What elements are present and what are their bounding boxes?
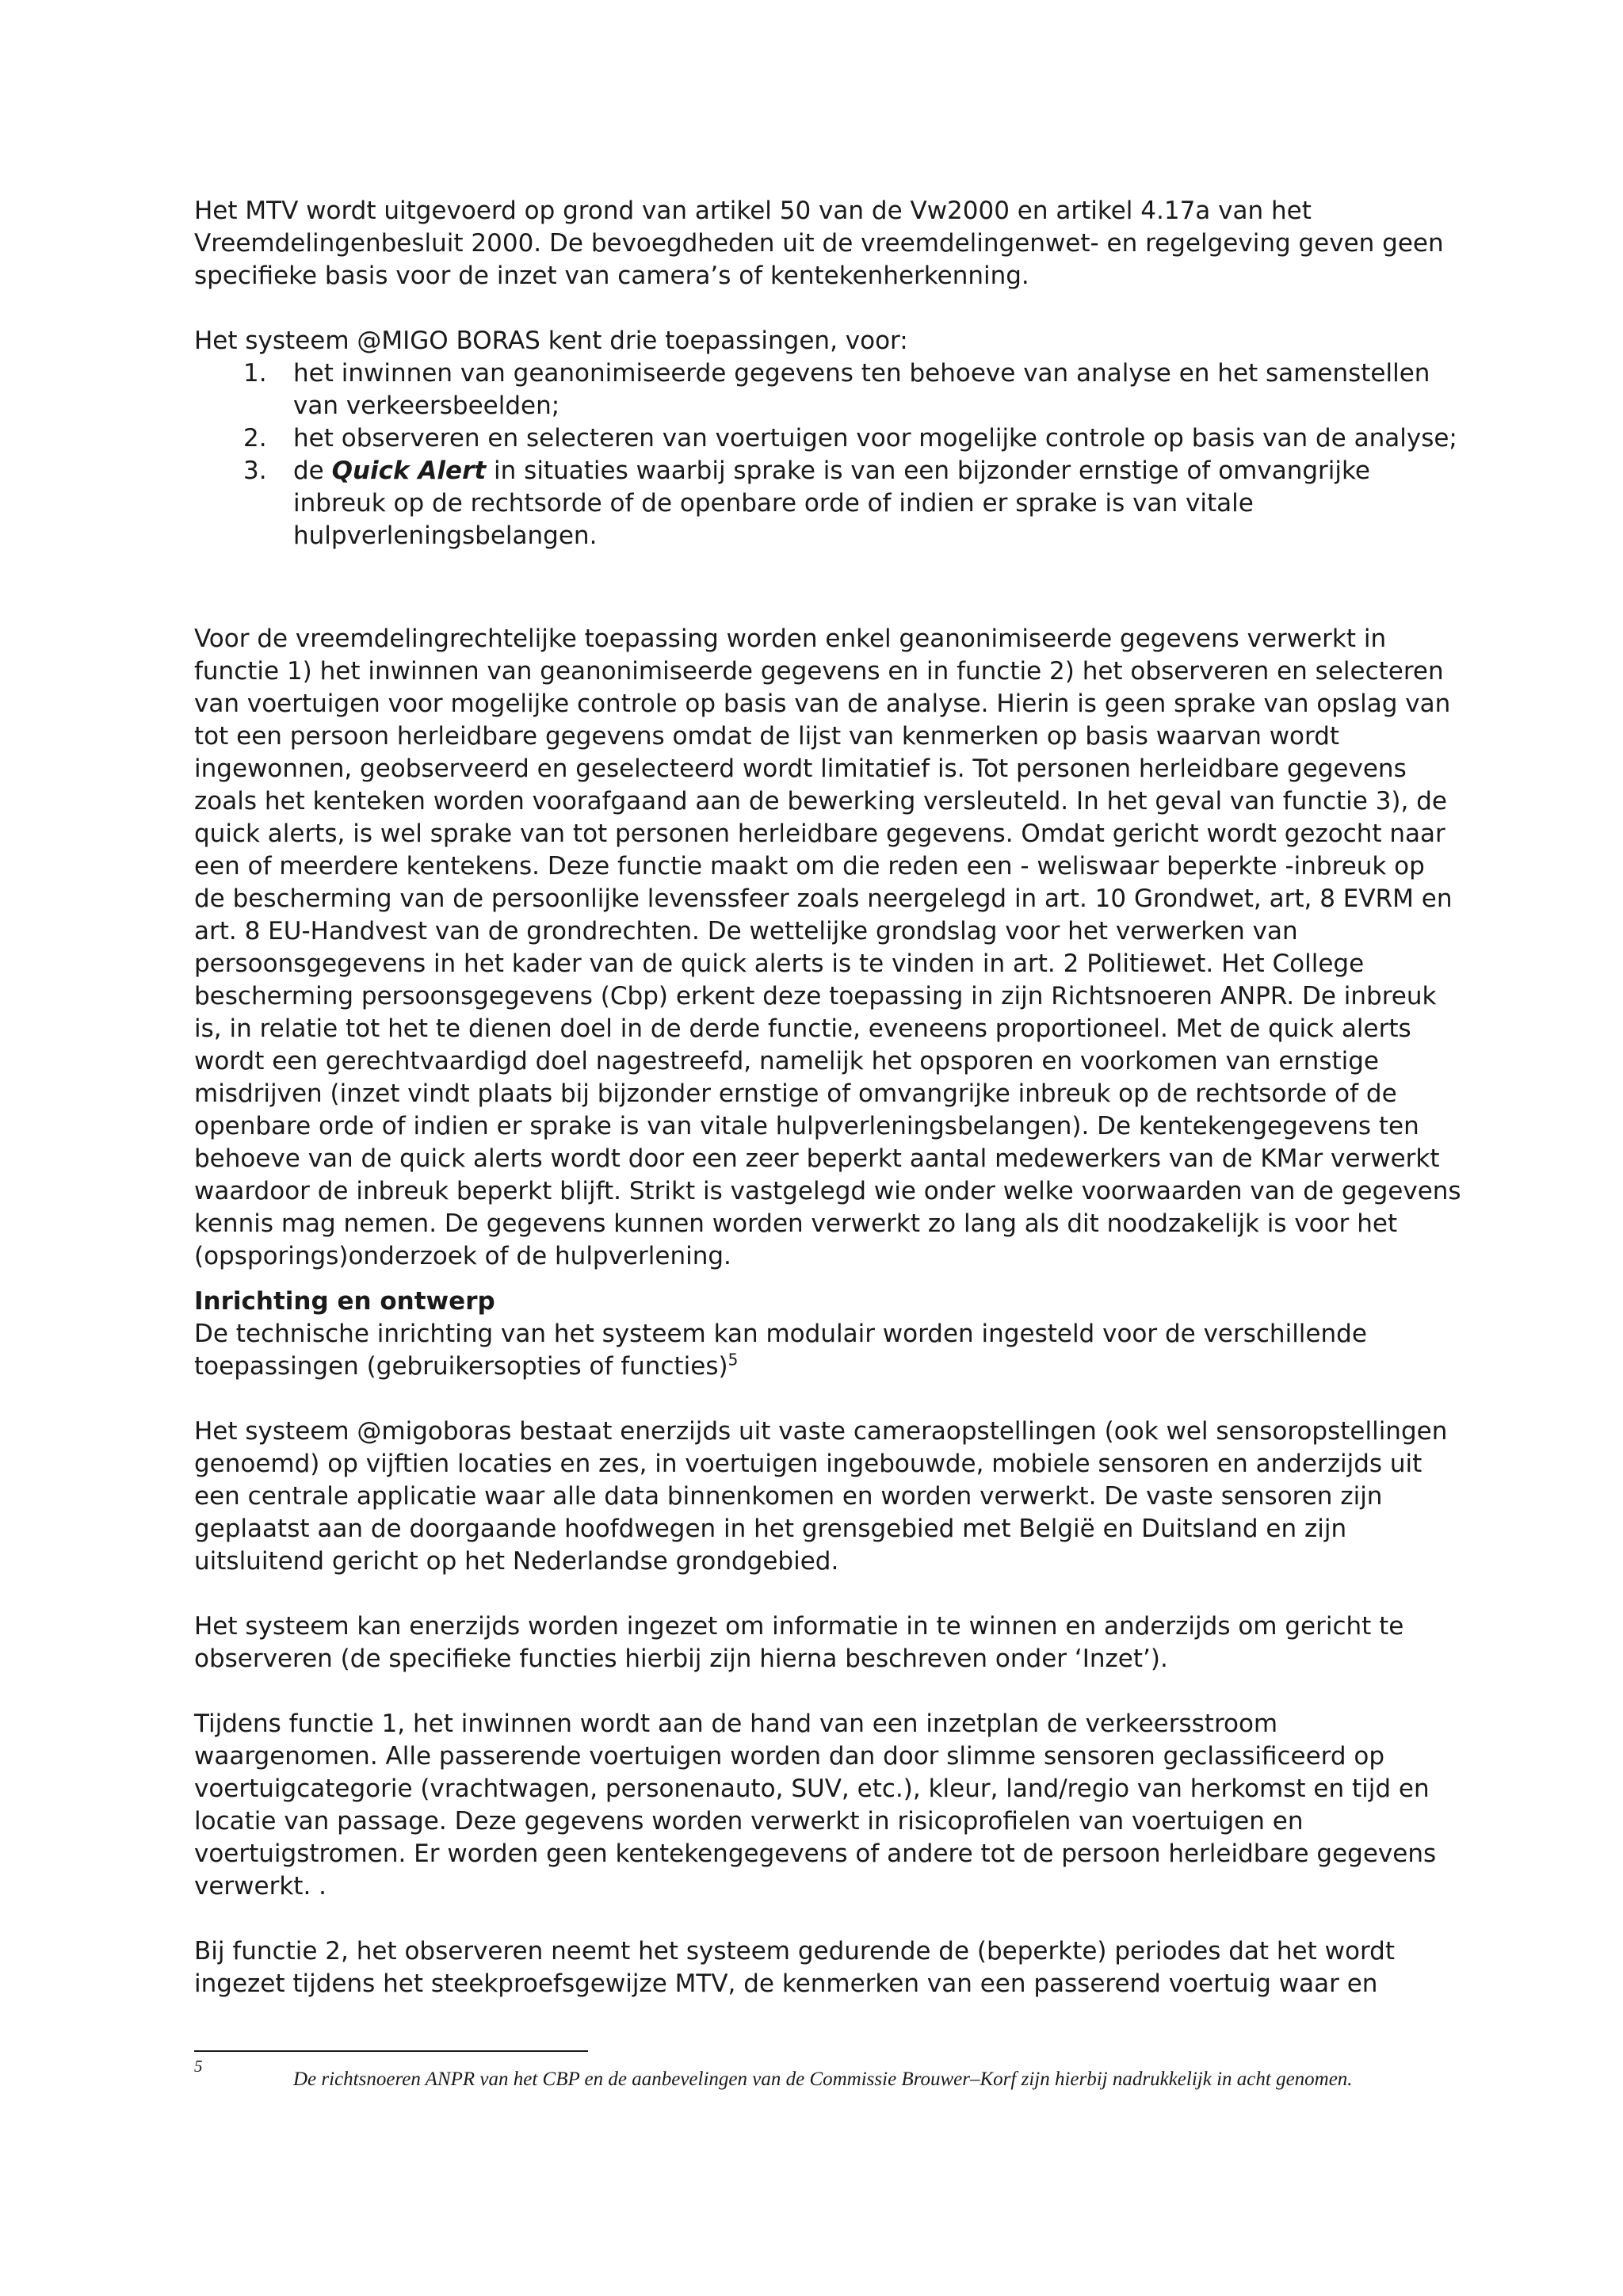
list-item-text-post: in situaties waarbij sprake is van een bijzonder ernstige of omvangrijke inbreuk op de rechtsorde of de openbare orde of indien er sprake is van vitale hulpverleningsbelangen.	[293, 457, 1370, 550]
paragraph-function-2: Bij functie 2, het observeren neemt het systeem gedurende de (beperkte) periodes dat het wordt ingezet tijdens het steekproefsgewijze MTV, de kenmerken van een passerend voertuig waar en	[194, 1937, 1395, 1998]
footnote-reference[interactable]: 5	[727, 1350, 739, 1370]
footnote-number: 5	[194, 2057, 203, 2076]
paragraph-deployment: Het systeem kan enerzijds worden ingezet om informatie in te winnen en anderzijds om gericht te observeren (de specifieke functies hierbij zijn hierna beschreven onder ‘Inzet’).	[194, 1612, 1404, 1673]
list-item-text: het observeren en selecteren van voertuigen voor mogelijke controle op basis van de analyse;	[293, 424, 1457, 453]
list-item-number: 1.	[243, 359, 267, 388]
paragraph-function-1: Tijdens functie 1, het inwinnen wordt aan de hand van een inzetplan de verkeersstroom waargenomen. Alle passerende voertuigen worden dan door slimme sensoren geclassificeerd op voertuigcategorie (vrachtwagen, personenauto, SUV, etc.), kleur, land/regio van herkomst en tijd en locatie van passage. Deze gegevens worden verwerkt in risicoprofielen van voertuigen en voertuigstromen. Er worden geen kentekengegevens of andere tot de persoon herleidbare gegevens verwerkt. .	[194, 1710, 1437, 1901]
footnote-text: De richtsnoeren ANPR van het CBP en de aanbevelingen van de Commissie Brouwer–Korf zijn hierbij nadrukkelijk in acht genomen.	[293, 2069, 1353, 2090]
paragraph-functions: Voor de vreemdelingrechtelijke toepassing worden enkel geanonimiseerde gegevens verwerkt in functie 1) het inwinnen van geanonimiseerde gegevens en in functie 2) het observeren en selecteren van voertuigen voor mogelijke controle op basis van de analyse. Hierin is geen sprake van opslag van tot een persoon herleidbare gegevens omdat de lijst van kenmerken op basis waarvan wordt ingewonnen, geobserveerd en geselecteerd wordt limitatief is. Tot personen herleidbare gegevens zoals het kenteken worden voorafgaand aan de bewerking versleuteld. In het geval van functie 3), de quick alerts, is wel sprake van tot personen herleidbare gegevens. Omdat gericht wordt gezocht naar een of meerdere kentekens. Deze functie maakt om die reden een - weliswaar beperkte -inbreuk op de bescherming van de persoonlijke levenssfeer zoals neergelegd in art. 10 Grondwet, art, 8 EVRM en art. 8 EU-Handvest van de grondrechten. De wettelijke grondslag voor het verwerken van persoonsgegevens in het kader van de quick alerts is te vinden in art. 2 Politiewet. Het College bescherming persoonsgegevens (Cbp) erkent deze toepassing in zijn Richtsnoeren ANPR. De inbreuk is, in relatie tot het te dienen doel in de derde functie, eveneens proportioneel. Met de quick alerts wordt een gerechtvaardigd doel nagestreefd, namelijk het opsporen en voorkomen van ernstige misdrijven (inzet vindt plaats bij bijzonder ernstige of omvangrijke inbreuk op de rechtsorde of de openbare orde of indien er sprake is van vitale hulpverleningsbelangen). De kentekengegevens ten behoeve van de quick alerts wordt door een zeer beperkt aantal medewerkers van de KMar verwerkt waardoor de inbreuk beperkt blijft. Strikt is vastgelegd wie onder welke voorwaarden van de gegevens kennis mag nemen. De gegevens kunnen worden verwerkt zo lang als dit noodzakelijk is voor het (opsporings)onderzoek of de hulpverlening.	[194, 625, 1461, 1270]
footnote-separator	[194, 2050, 588, 2052]
list-item-number: 2.	[243, 424, 267, 453]
paragraph-modular-text: De technische inrichting van het systeem kan modulair worden ingesteld voor de verschillende toepassingen (gebruikersopties of functies)	[194, 1320, 1367, 1381]
section-heading: Inrichting en ontwerp	[194, 1287, 495, 1316]
list-item	[194, 422, 1462, 455]
paragraph-legal-basis: Het MTV wordt uitgevoerd op grond van artikel 50 van de Vw2000 en artikel 4.17a van het Vreemdelingenbesluit 2000. De bevoegdheden uit de vreemdelingenwet- en regelgeving geven geen specifieke basis voor de inzet van camera’s of kentekenherkenning.	[194, 197, 1444, 290]
list-item-text: het inwinnen van geanonimiseerde gegevens ten behoeve van analyse en het samenstellen van verkeersbeelden;	[293, 359, 1430, 420]
paragraph-system-setup: Het systeem @migoboras bestaat enerzijds uit vaste cameraopstellingen (ook wel sensoropstellingen genoemd) op vijftien locaties en zes, in voertuigen ingebouwde, mobiele sensoren en anderzijds uit een centrale applicatie waar alle data binnenkomen en worden verwerkt. De vaste sensoren zijn geplaatst aan de doorgaande hoofdwegen in het grensgebied met België en Duitsland en zijn uitsluitend gericht op het Nederlandse grondgebied.	[194, 1417, 1448, 1576]
applications-intro: Het systeem @MIGO BORAS kent drie toepassingen, voor:	[194, 327, 908, 355]
section-design	[194, 1286, 1462, 1383]
applications-block	[194, 325, 1462, 552]
list-item-text-pre: de	[293, 457, 332, 485]
paragraph-modular	[194, 1318, 1462, 1383]
list-item	[194, 455, 1462, 552]
list-item	[194, 357, 1462, 422]
list-item-number: 3.	[243, 457, 267, 485]
quick-alert-term: Quick Alert	[331, 457, 487, 485]
applications-list	[194, 357, 1462, 552]
